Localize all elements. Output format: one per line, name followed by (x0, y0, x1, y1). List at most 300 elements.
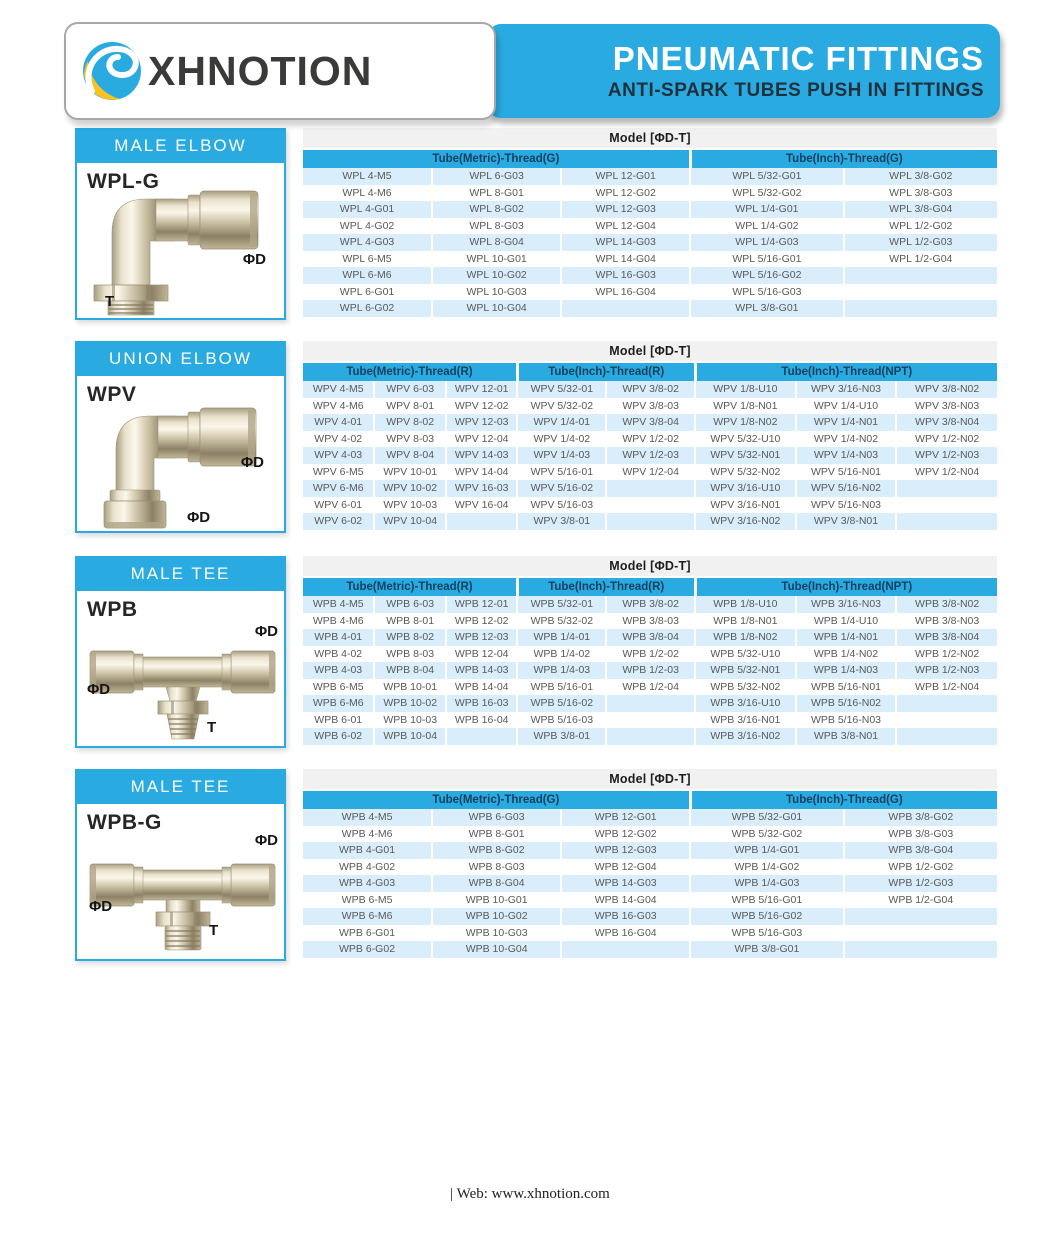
model-cell: WPL 1/4-G02 (690, 218, 843, 235)
column-group-header: Tube(Metric)-Thread(G) (303, 790, 690, 809)
dimension-label-t: T (207, 719, 217, 736)
model-cell (896, 480, 997, 497)
model-cell: WPB 14-04 (446, 679, 517, 696)
model-cell: WPV 5/32-N02 (695, 464, 796, 481)
table-row (303, 662, 997, 679)
model-table-wpb-g (303, 769, 997, 958)
column-group-header: Tube(Metric)-Thread(G) (303, 149, 690, 168)
model-cell: WPB 8-G02 (432, 842, 561, 859)
model-cell (446, 728, 517, 745)
model-cell: WPB 5/16-G02 (690, 908, 843, 925)
model-cell: WPV 3/16-N03 (796, 381, 897, 398)
model-cell: WPB 5/32-U10 (695, 646, 796, 663)
table-row (303, 480, 997, 497)
model-cell: WPL 1/2-G02 (844, 218, 997, 235)
product-model: WPV (87, 383, 137, 406)
table-row (303, 497, 997, 514)
table-row (303, 381, 997, 398)
product-model: WPB (87, 598, 138, 621)
model-cell: WPB 3/8-G04 (844, 842, 997, 859)
model-cell: WPV 8-02 (374, 414, 445, 431)
model-cell: WPB 1/2-N03 (896, 662, 997, 679)
table-row (303, 613, 997, 630)
model-cell: WPV 1/2-N02 (896, 431, 997, 448)
model-cell (606, 513, 695, 530)
model-cell: WPV 5/16-N03 (796, 497, 897, 514)
model-cell: WPV 5/32-N01 (695, 447, 796, 464)
model-cell: WPB 1/2-N04 (896, 679, 997, 696)
model-cell: WPL 12-G02 (561, 185, 690, 202)
model-cell: WPB 12-01 (446, 596, 517, 613)
table-row (303, 712, 997, 729)
model-cell (844, 267, 997, 284)
model-cell: WPB 1/2-N02 (896, 646, 997, 663)
model-cell: WPV 1/4-N03 (796, 447, 897, 464)
dimension-label-phi-d-right: ΦD (254, 832, 278, 849)
model-cell (844, 284, 997, 301)
model-cell: WPV 10-03 (374, 497, 445, 514)
model-cell: WPB 1/4-N02 (796, 646, 897, 663)
table-row (303, 447, 997, 464)
model-cell: WPL 4-M6 (342, 186, 392, 199)
model-cell: WPV 10-02 (374, 480, 445, 497)
model-cell: WPB 6-G02 (303, 941, 432, 958)
model-cell: WPV 1/4-02 (517, 431, 606, 448)
model-table (303, 769, 997, 958)
table-row (303, 695, 997, 712)
model-cell: WPL 3/8-G01 (690, 300, 843, 317)
column-group-header: Tube(Inch)-Thread(G) (690, 790, 997, 809)
model-cell (844, 941, 997, 958)
model-cell: WPV 16-03 (446, 480, 517, 497)
table-row (303, 809, 997, 826)
product-category: MALE TEE (75, 556, 286, 591)
model-cell: WPB 6-M5 (312, 680, 364, 693)
model-cell: WPV 1/8-N01 (695, 398, 796, 415)
model-cell: WPL 8-G02 (432, 201, 561, 218)
model-cell: WPB 1/4-01 (517, 629, 606, 646)
column-group-header: Tube(Inch)-Thread(G) (690, 149, 997, 168)
table-title: Model [ΦD-T] (303, 341, 997, 362)
model-cell: WPL 14-G04 (561, 251, 690, 268)
model-cell: WPB 5/32-01 (517, 596, 606, 613)
model-cell (606, 497, 695, 514)
model-cell: WPB 3/8-03 (606, 613, 695, 630)
model-cell: WPB 6-M5 (341, 893, 393, 906)
table-row (303, 629, 997, 646)
model-cell: WPB 3/8-01 (517, 728, 606, 745)
model-cell: WPB 12-G03 (561, 842, 690, 859)
model-cell: WPV 1/8-U10 (695, 381, 796, 398)
model-cell: WPV 3/16-N02 (695, 513, 796, 530)
table-row (303, 234, 997, 251)
model-cell (606, 712, 695, 729)
model-cell: WPB 6-G01 (339, 926, 396, 939)
table-row (303, 300, 997, 317)
product-category: MALE ELBOW (75, 128, 286, 163)
model-cell: WPB 5/16-01 (517, 679, 606, 696)
model-cell: WPB 6-02 (303, 728, 374, 745)
model-cell: WPB 1/4-U10 (796, 613, 897, 630)
model-cell: WPV 1/4-U10 (796, 398, 897, 415)
table-row (303, 284, 997, 301)
model-cell: WPB 1/8-U10 (695, 596, 796, 613)
column-group-header: Tube(Inch)-Thread(R) (517, 577, 695, 596)
model-cell: WPB 16-G03 (561, 908, 690, 925)
model-cell: WPV 1/8-N02 (695, 414, 796, 431)
model-cell: WPB 12-G01 (561, 809, 690, 826)
product-card-wpl-g (75, 128, 286, 320)
model-cell: WPB 5/32-G02 (690, 826, 843, 843)
model-cell (844, 925, 997, 942)
model-cell: WPL 14-G03 (561, 234, 690, 251)
model-cell: WPV 12-03 (446, 414, 517, 431)
model-cell: WPB 4-G02 (339, 860, 396, 873)
product-photo-panel (75, 376, 286, 533)
model-cell: WPV 6-M6 (303, 480, 374, 497)
model-cell: WPL 1/2-G03 (844, 234, 997, 251)
model-cell: WPB 8-G01 (432, 826, 561, 843)
model-cell: WPV 12-01 (446, 381, 517, 398)
model-cell: WPV 1/2-04 (606, 464, 695, 481)
model-cell: WPB 8-04 (374, 662, 445, 679)
model-cell: WPV 4-M6 (312, 399, 364, 412)
model-cell: WPB 12-04 (446, 646, 517, 663)
model-cell: WPB 8-G04 (432, 875, 561, 892)
model-cell: WPL 5/16-G01 (690, 251, 843, 268)
column-group-header: Tube(Metric)-Thread(R) (303, 362, 517, 381)
model-cell: WPL 4-M5 (303, 168, 432, 185)
column-group-header: Tube(Metric)-Thread(R) (303, 577, 517, 596)
model-cell: WPB 6-M6 (303, 908, 432, 925)
model-cell: WPL 3/8-G04 (844, 201, 997, 218)
model-cell: WPV 6-01 (314, 498, 363, 511)
model-cell: WPB 5/16-G03 (690, 925, 843, 942)
model-cell: WPV 4-01 (303, 414, 374, 431)
model-cell: WPL 12-G03 (561, 201, 690, 218)
model-cell: WPB 5/32-N02 (695, 679, 796, 696)
model-cell: WPV 1/4-N02 (796, 431, 897, 448)
model-cell: WPB 1/4-N03 (796, 662, 897, 679)
model-cell: WPV 1/2-02 (606, 431, 695, 448)
male-tee-g-fitting-image (82, 826, 283, 960)
model-cell: WPB 1/2-02 (606, 646, 695, 663)
model-cell: WPL 8-G03 (432, 218, 561, 235)
model-cell (606, 480, 695, 497)
page-header-banner (487, 24, 1000, 118)
model-cell: WPB 3/8-04 (606, 629, 695, 646)
model-cell: WPB 6-M6 (303, 695, 374, 712)
dimension-label-phi-d-left: ΦD (87, 681, 111, 698)
model-cell (896, 712, 997, 729)
model-cell: WPB 1/4-N01 (796, 629, 897, 646)
model-cell: WPB 5/16-N03 (796, 712, 897, 729)
model-table-wpl-g (303, 128, 997, 317)
model-cell: WPB 3/8-G02 (844, 809, 997, 826)
product-card-wpb (75, 556, 286, 748)
model-cell (561, 941, 690, 958)
model-table (303, 128, 997, 317)
brand-name: XHNOTION (148, 47, 373, 94)
model-cell (606, 695, 695, 712)
model-cell: WPV 4-03 (303, 447, 374, 464)
globe-swoosh-icon (80, 39, 144, 103)
model-cell: WPB 5/16-03 (517, 712, 606, 729)
model-cell: WPB 12-G04 (561, 859, 690, 876)
model-cell: WPV 14-04 (446, 464, 517, 481)
model-cell: WPB 3/8-N03 (896, 613, 997, 630)
model-cell: WPB 4-03 (303, 662, 374, 679)
model-cell: WPB 3/8-G01 (690, 941, 843, 958)
model-cell: WPV 12-02 (446, 398, 517, 415)
model-cell: WPL 3/8-G03 (844, 185, 997, 202)
model-cell: WPB 4-01 (303, 629, 374, 646)
model-cell: WPB 3/8-G03 (844, 826, 997, 843)
model-cell: WPB 4-M6 (341, 827, 393, 840)
model-cell: WPL 12-G01 (561, 168, 690, 185)
model-cell: WPB 6-01 (314, 713, 363, 726)
model-cell: WPB 4-M6 (312, 614, 364, 627)
table-row (303, 168, 997, 185)
model-cell: WPV 5/32-U10 (695, 431, 796, 448)
table-row (303, 464, 997, 481)
table-row (303, 185, 997, 202)
model-cell: WPL 1/2-G04 (844, 251, 997, 268)
model-cell: WPV 5/16-N02 (796, 480, 897, 497)
model-cell: WPB 8-G03 (432, 859, 561, 876)
product-photo-panel (75, 804, 286, 961)
model-cell: WPB 1/2-G02 (844, 859, 997, 876)
model-cell: WPB 6-03 (374, 596, 445, 613)
model-cell: WPL 1/4-G03 (690, 234, 843, 251)
model-cell: WPB 10-G03 (432, 925, 561, 942)
model-cell: WPB 16-G04 (561, 925, 690, 942)
model-cell: WPL 6-M6 (303, 267, 432, 284)
model-cell: WPB 14-G04 (561, 892, 690, 909)
model-cell (561, 300, 690, 317)
model-cell: WPB 16-03 (446, 695, 517, 712)
product-card-wpv (75, 341, 286, 533)
model-cell: WPB 4-02 (314, 647, 363, 660)
table-title: Model [ΦD-T] (303, 128, 997, 149)
dimension-label-phi-d-bottom: ΦD (187, 509, 211, 526)
model-cell: WPV 1/4-03 (517, 447, 606, 464)
model-cell: WPV 3/8-03 (606, 398, 695, 415)
model-cell: WPV 1/4-01 (517, 414, 606, 431)
table-row (303, 908, 997, 925)
model-cell: WPB 3/16-N01 (695, 712, 796, 729)
model-cell: WPV 5/16-03 (517, 497, 606, 514)
model-cell: WPB 1/8-N01 (695, 613, 796, 630)
model-cell (844, 908, 997, 925)
dimension-label-phi-d: ΦD (242, 251, 266, 268)
model-cell: WPB 1/2-G04 (844, 892, 997, 909)
page-subtitle: ANTI-SPARK TUBES PUSH IN FITTINGS (607, 80, 984, 102)
model-cell (896, 695, 997, 712)
model-cell: WPL 6-M5 (342, 252, 392, 265)
dimension-label-phi-d-right: ΦD (240, 454, 264, 471)
table-row (303, 646, 997, 663)
model-cell: WPB 16-04 (446, 712, 517, 729)
model-cell: WPL 5/16-G03 (690, 284, 843, 301)
model-cell: WPV 1/4-N01 (796, 414, 897, 431)
model-cell: WPL 16-G04 (561, 284, 690, 301)
table-row (303, 875, 997, 892)
model-cell: WPB 3/16-U10 (695, 695, 796, 712)
model-cell: WPV 16-04 (446, 497, 517, 514)
model-cell: WPB 6-G03 (432, 809, 561, 826)
model-cell: WPB 4-M5 (303, 809, 432, 826)
product-category: MALE TEE (75, 769, 286, 804)
model-cell: WPB 10-03 (374, 712, 445, 729)
model-cell: WPV 8-01 (374, 398, 445, 415)
model-cell: WPV 3/8-04 (606, 414, 695, 431)
table-row (303, 728, 997, 745)
table-row (303, 842, 997, 859)
model-cell: WPV 14-03 (446, 447, 517, 464)
page-title: PNEUMATIC FITTINGS (612, 39, 984, 77)
model-cell: WPV 3/8-N03 (896, 398, 997, 415)
model-cell: WPV 5/16-01 (517, 464, 606, 481)
model-cell: WPL 5/32-G01 (690, 168, 843, 185)
table-row (303, 892, 997, 909)
table-title: Model [ΦD-T] (303, 556, 997, 577)
model-cell: WPL 4-G01 (303, 201, 432, 218)
model-cell: WPB 8-01 (374, 613, 445, 630)
model-cell: WPL 4-G02 (339, 219, 395, 232)
male-tee-fitting-image (82, 613, 283, 747)
model-cell: WPV 4-02 (314, 432, 363, 445)
model-cell: WPB 10-02 (374, 695, 445, 712)
model-cell: WPL 5/16-G02 (690, 267, 843, 284)
model-cell: WPB 12-G02 (561, 826, 690, 843)
model-cell: WPB 5/16-N01 (796, 679, 897, 696)
model-cell: WPL 1/4-G01 (690, 201, 843, 218)
model-cell: WPB 1/4-G03 (690, 875, 843, 892)
model-cell: WPV 6-02 (303, 513, 374, 530)
table-row (303, 596, 997, 613)
table-row (303, 414, 997, 431)
model-table (303, 556, 997, 745)
model-cell: WPB 1/8-N02 (695, 629, 796, 646)
model-table-wpb (303, 556, 997, 745)
table-row (303, 251, 997, 268)
model-cell: WPB 5/32-02 (517, 613, 606, 630)
product-card-wpb-g (75, 769, 286, 961)
model-cell: WPB 5/16-02 (517, 695, 606, 712)
product-photo-panel (75, 163, 286, 320)
model-cell: WPB 3/8-02 (606, 596, 695, 613)
table-row (303, 859, 997, 876)
table-row (303, 513, 997, 530)
model-cell: WPB 1/4-G01 (690, 842, 843, 859)
model-cell: WPB 3/8-N02 (896, 596, 997, 613)
brand-logo (64, 22, 496, 120)
table-row (303, 925, 997, 942)
model-cell: WPB 14-03 (446, 662, 517, 679)
model-cell: WPV 3/8-N02 (896, 381, 997, 398)
model-cell (896, 497, 997, 514)
model-cell: WPV 5/16-02 (517, 480, 606, 497)
model-cell: WPL 6-G02 (303, 300, 432, 317)
model-cell (896, 728, 997, 745)
model-cell: WPV 3/8-02 (606, 381, 695, 398)
model-cell: WPL 16-G03 (561, 267, 690, 284)
model-cell: WPV 4-M5 (303, 381, 374, 398)
model-cell: WPB 10-G02 (432, 908, 561, 925)
model-cell: WPB 1/4-02 (517, 646, 606, 663)
dimension-label-phi-d-left: ΦD (89, 898, 113, 915)
model-cell: WPL 10-G04 (432, 300, 561, 317)
model-cell: WPL 10-G03 (432, 284, 561, 301)
table-row (303, 201, 997, 218)
model-cell: WPB 4-M5 (303, 596, 374, 613)
model-cell: WPV 3/8-N01 (796, 513, 897, 530)
model-cell: WPB 5/32-G01 (690, 809, 843, 826)
column-group-header: Tube(Inch)-Thread(NPT) (695, 577, 997, 596)
model-cell: WPB 8-02 (374, 629, 445, 646)
model-cell: WPB 1/4-03 (517, 662, 606, 679)
model-cell: WPV 3/16-N01 (695, 497, 796, 514)
model-cell: WPB 8-03 (374, 646, 445, 663)
model-cell: WPB 5/32-N01 (695, 662, 796, 679)
footer-web-address: | Web: www.xhnotion.com (450, 1186, 610, 1202)
model-cell: WPV 6-M5 (312, 465, 364, 478)
table-row (303, 679, 997, 696)
product-model: WPL-G (87, 170, 160, 193)
model-cell: WPV 1/2-N04 (896, 464, 997, 481)
column-group-header: Tube(Inch)-Thread(R) (517, 362, 695, 381)
model-cell: WPL 8-G04 (432, 234, 561, 251)
model-cell: WPL 10-G02 (432, 267, 561, 284)
model-cell (844, 300, 997, 317)
model-cell: WPL 8-G01 (432, 185, 561, 202)
model-cell: WPB 10-04 (374, 728, 445, 745)
product-photo-panel (75, 591, 286, 748)
model-cell: WPB 10-G04 (432, 941, 561, 958)
model-cell: WPB 1/4-G02 (690, 859, 843, 876)
model-cell: WPB 12-02 (446, 613, 517, 630)
model-cell: WPB 4-G01 (303, 842, 432, 859)
model-cell: WPB 12-03 (446, 629, 517, 646)
model-cell: WPB 14-G03 (561, 875, 690, 892)
model-cell: WPV 1/2-03 (606, 447, 695, 464)
model-cell: WPV 5/16-N01 (796, 464, 897, 481)
model-cell: WPB 3/16-N03 (796, 596, 897, 613)
model-cell: WPB 1/2-G03 (844, 875, 997, 892)
model-cell: WPB 3/8-N04 (896, 629, 997, 646)
table-row (303, 218, 997, 235)
model-cell: WPV 10-01 (374, 464, 445, 481)
model-cell: WPB 5/16-G01 (690, 892, 843, 909)
model-cell: WPL 6-G03 (432, 168, 561, 185)
table-row (303, 826, 997, 843)
table-row (303, 267, 997, 284)
model-cell (446, 513, 517, 530)
model-cell: WPB 3/16-N02 (695, 728, 796, 745)
model-cell: WPV 3/8-01 (517, 513, 606, 530)
model-cell: WPL 5/32-G02 (690, 185, 843, 202)
model-cell: WPV 5/32-01 (517, 381, 606, 398)
model-cell: WPV 1/2-N03 (896, 447, 997, 464)
model-cell: WPB 4-G03 (303, 875, 432, 892)
model-cell: WPV 6-03 (374, 381, 445, 398)
model-cell: WPL 3/8-G02 (844, 168, 997, 185)
model-cell: WPV 8-03 (374, 431, 445, 448)
product-model: WPB-G (87, 811, 162, 834)
model-cell: WPB 1/2-04 (606, 679, 695, 696)
model-table-wpv (303, 341, 997, 530)
